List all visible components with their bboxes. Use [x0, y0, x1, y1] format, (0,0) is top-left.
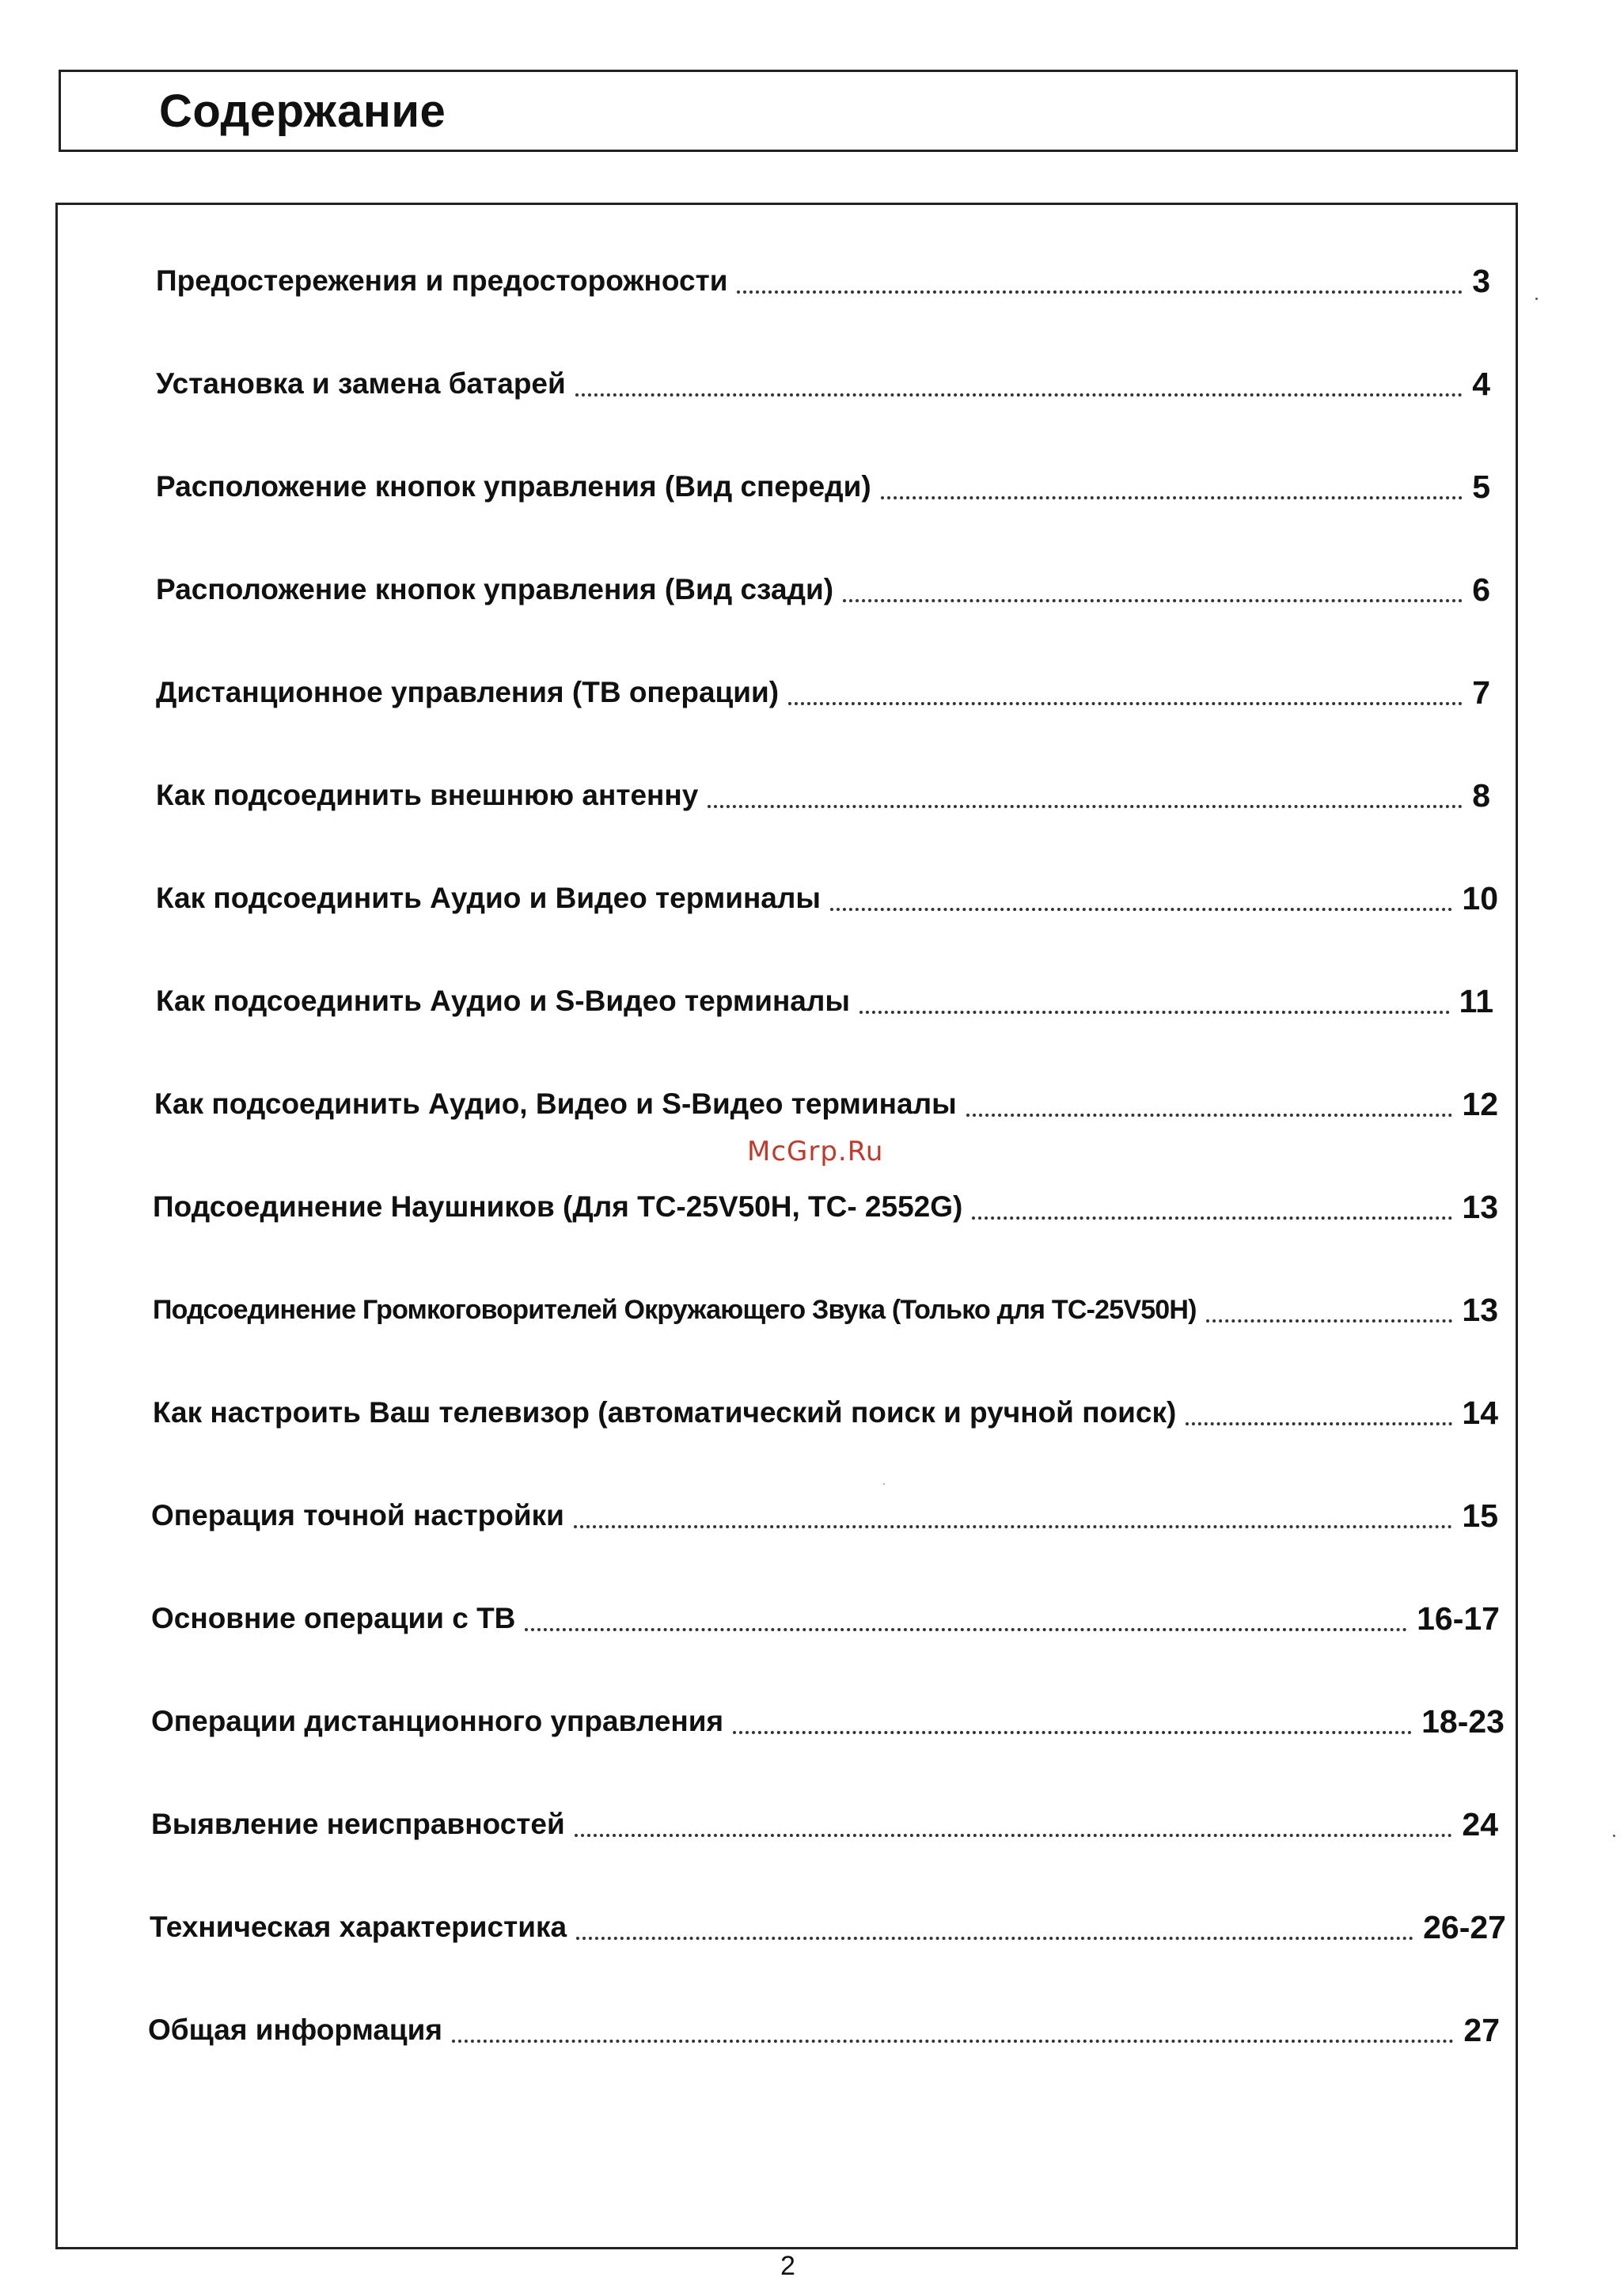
dot-leader	[1186, 1422, 1452, 1425]
toc-entry-page: 6	[1472, 571, 1490, 608]
toc-entry-title: Как подсоединить Аудио и S-Видео терминалы	[156, 985, 850, 1017]
toc-entry-title: Установка и замена батарей	[156, 367, 566, 400]
toc-entry-title: Операция точной настройки	[151, 1499, 564, 1531]
scan-speck	[1535, 298, 1538, 300]
dot-leader	[972, 1216, 1452, 1220]
toc-entry-page: 24	[1462, 1806, 1498, 1843]
toc-entry-title: Выявление неисправностей	[151, 1808, 565, 1840]
dot-leader	[966, 1114, 1453, 1117]
toc-entry-page: 12	[1462, 1086, 1498, 1122]
toc-entry[interactable]	[151, 1698, 1504, 1745]
toc-entry-title: Расположение кнопок управления (Вид спереди)	[156, 470, 871, 503]
toc-entry-page: 8	[1472, 777, 1490, 814]
dot-leader	[575, 1834, 1453, 1837]
toc-entry[interactable]	[156, 463, 1490, 510]
page-number: 2	[780, 2251, 795, 2281]
toc-entry[interactable]	[156, 977, 1493, 1025]
toc-entry[interactable]	[156, 257, 1490, 305]
scan-speck	[1613, 1835, 1615, 1837]
toc-entry[interactable]	[151, 1801, 1498, 1848]
toc-entry-page: 3	[1472, 263, 1490, 299]
toc-entry[interactable]	[151, 1492, 1498, 1539]
scan-speck	[883, 1483, 885, 1485]
toc-entry-title: Предостережения и предосторожности	[156, 264, 728, 297]
toc-entry-page: 5	[1472, 469, 1490, 505]
dot-leader	[575, 393, 1463, 397]
toc-entry-page: 14	[1462, 1395, 1498, 1431]
toc-entry-page: 10	[1462, 880, 1498, 917]
dot-leader	[1206, 1319, 1453, 1323]
toc-entry[interactable]	[156, 360, 1490, 408]
toc-entry-title: Операции дистанционного управления	[151, 1705, 724, 1737]
toc-entry-title: Как настроить Ваш телевизор (автоматический поиск и ручной поиск)	[153, 1396, 1177, 1429]
toc-entry-title: Общая информация	[148, 2013, 442, 2046]
toc-entry-page: 13	[1462, 1189, 1498, 1225]
toc-entry[interactable]	[150, 1903, 1506, 1951]
toc-entry[interactable]	[156, 772, 1490, 819]
dot-leader	[881, 496, 1463, 499]
toc-entry[interactable]	[148, 2006, 1500, 2054]
toc-entry-title: Подсоединение Наушников (Для ТС-25V50H, ТС- 2552G)	[153, 1190, 963, 1223]
dot-leader	[788, 702, 1463, 705]
table-of-contents	[55, 203, 1518, 2249]
dot-leader	[733, 1731, 1412, 1734]
toc-entry[interactable]	[151, 1595, 1500, 1642]
toc-entry-page: 7	[1472, 674, 1490, 711]
dot-leader	[708, 805, 1463, 808]
toc-entry-title: Как подсоединить Аудио, Видео и S-Видео терминалы	[154, 1087, 957, 1120]
dot-leader	[859, 1011, 1450, 1014]
page-title: Содержание	[159, 85, 446, 137]
toc-entry-page: 11	[1459, 983, 1493, 1019]
toc-entry[interactable]	[153, 1286, 1498, 1334]
dot-leader	[843, 599, 1463, 602]
toc-entry-page: 27	[1463, 2012, 1500, 2048]
toc-entry-title: Подсоединение Громкоговорителей Окружающего Звука (Только для ТС-25V50H)	[153, 1295, 1197, 1325]
dot-leader	[737, 290, 1463, 294]
toc-entry-page: 15	[1462, 1497, 1498, 1534]
toc-entry-page: 26-27	[1423, 1909, 1506, 1945]
toc-entry-title: Дистанционное управления (ТВ операции)	[156, 676, 780, 708]
toc-entry[interactable]	[153, 1389, 1498, 1437]
toc-entry-page: 4	[1472, 366, 1490, 402]
toc-entry-title: Как подсоединить внешнюю антенну	[156, 779, 699, 811]
toc-entry-page: 16-17	[1417, 1600, 1500, 1637]
toc-entry[interactable]	[156, 566, 1490, 613]
toc-entry[interactable]	[153, 1183, 1498, 1231]
toc-entry[interactable]	[156, 669, 1490, 716]
dot-leader	[830, 908, 1452, 911]
toc-entry[interactable]	[154, 1080, 1498, 1128]
toc-entry-page: 13	[1462, 1292, 1498, 1328]
dot-leader	[452, 2040, 1454, 2043]
toc-entry-title: Как подсоединить Аудио и Видео терминалы	[156, 882, 821, 914]
dot-leader	[525, 1628, 1407, 1631]
toc-entry-page: 18-23	[1421, 1703, 1504, 1740]
title-box	[59, 70, 1518, 152]
toc-entry-title: Расположение кнопок управления (Вид сзади)	[156, 573, 834, 605]
toc-entry[interactable]	[156, 875, 1498, 922]
toc-entry-title: Основние операции с ТВ	[151, 1602, 516, 1634]
toc-entry-title: Техническая характеристика	[150, 1911, 567, 1943]
watermark: McGrp.Ru	[747, 1136, 884, 1167]
dot-leader	[576, 1937, 1413, 1940]
dot-leader	[574, 1525, 1453, 1528]
